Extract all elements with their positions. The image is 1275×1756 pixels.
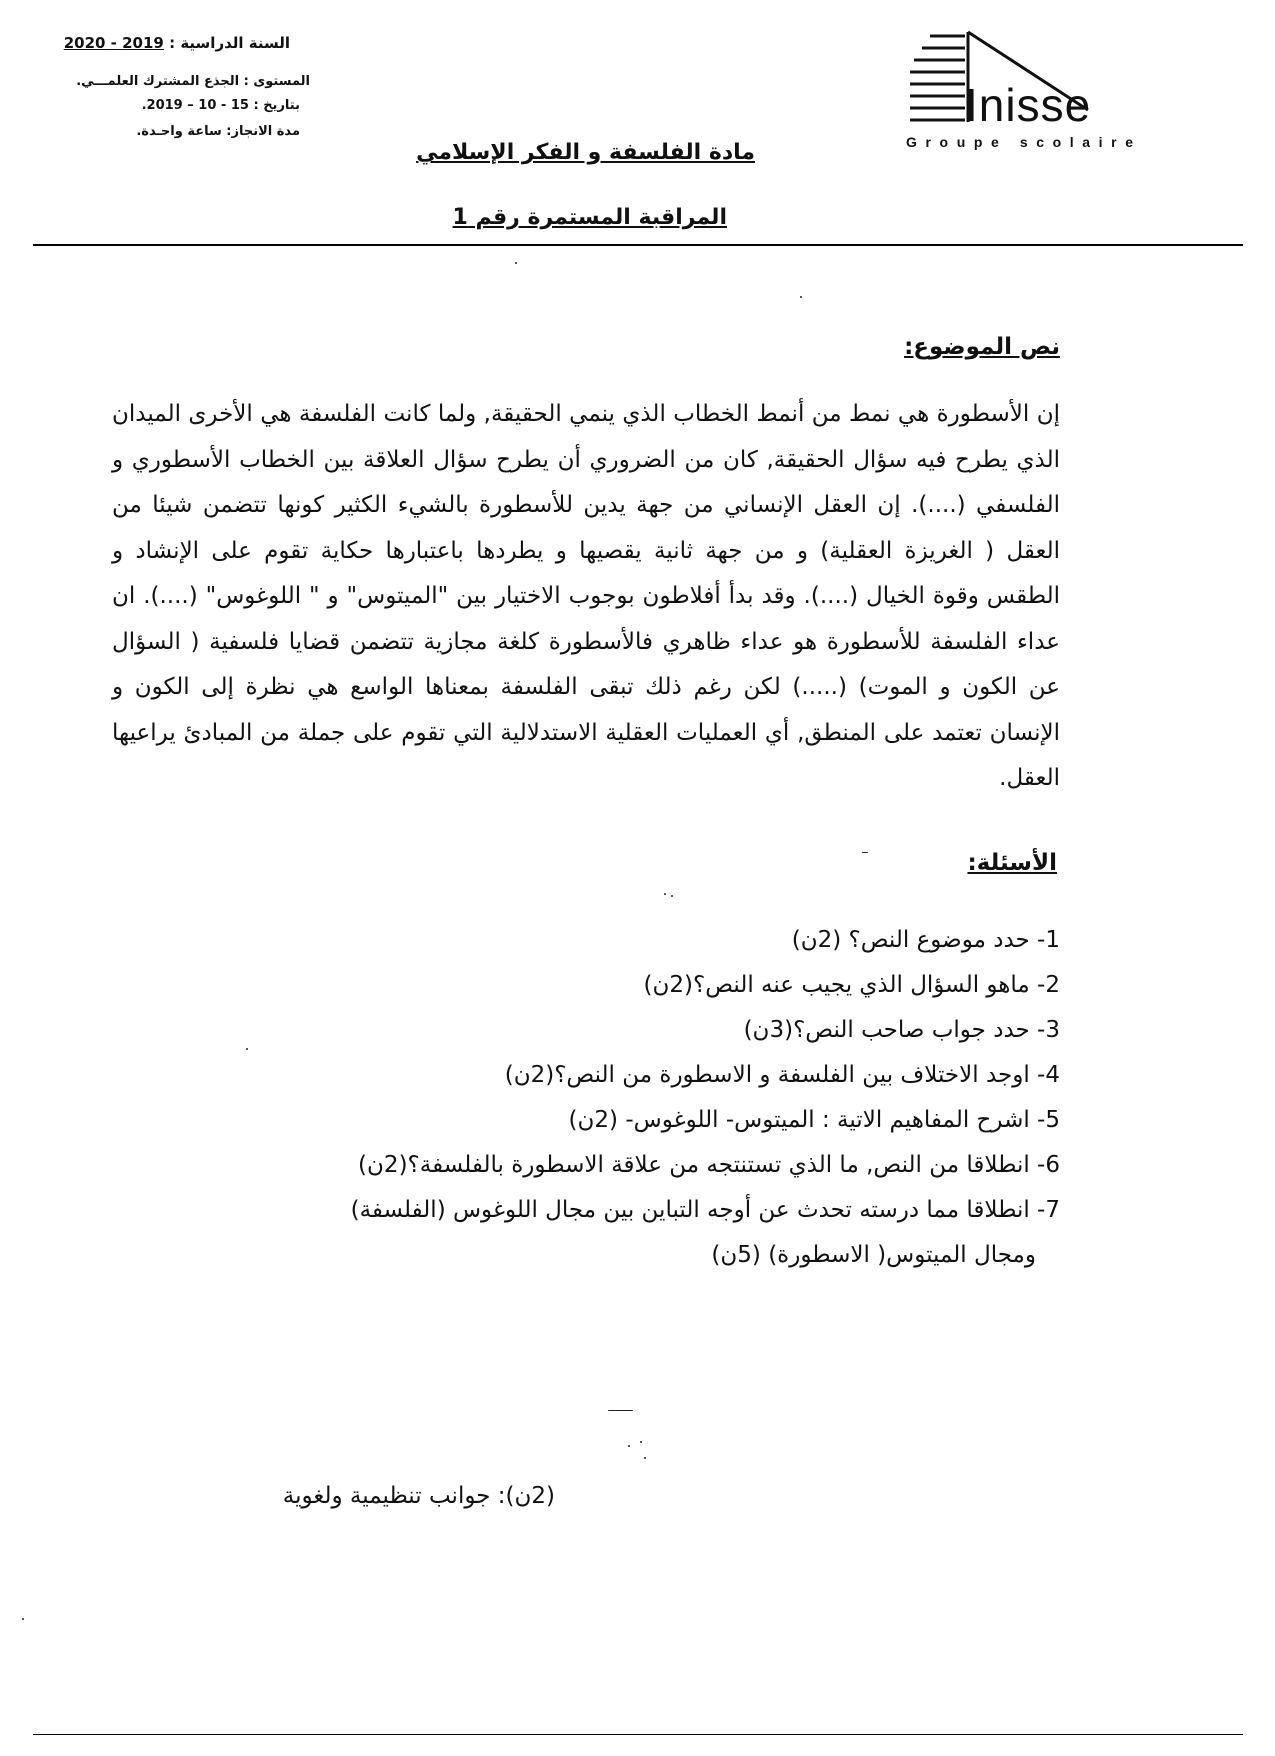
passage-label: نص الموضوع: (904, 334, 1060, 360)
question-item-text: 7- انطلاقا مما درسته تحدث عن أوجه التباين بين مجال اللوغوس (الفلسفة) (350, 1197, 1060, 1223)
scan-mark (862, 852, 868, 853)
subject-title: مادة الفلسفة و الفكر الإسلامي (416, 140, 755, 165)
question-item: 1- حدد موضوع النص؟ (2ن) (791, 927, 1060, 953)
footer-divider (33, 1734, 1243, 1735)
question-item: 5- اشرح المفاهيم الاتية : الميتوس- اللوغوس- (2ن) (568, 1107, 1060, 1133)
scan-mark (644, 1457, 646, 1459)
school-year (64, 34, 290, 52)
questions-list (351, 918, 1060, 1278)
exam-title: المراقبة المستمرة رقم 1 (452, 205, 727, 230)
question-item: 2- ماهو السؤال الذي يجيب عنه النص؟(2ن) (643, 972, 1060, 998)
passage-text: إن الأسطورة هي نمط من أنمط الخطاب الذي ينمي الحقيقة, ولما كانت الفلسفة هي الأخرى الميدان الذي يطرح فيه سؤال الحقيقة, كان من الضروري أن يطرح سؤال العلاقة بين الخطاب الأسطوري و الفلسفي (....). إن العقل الإنساني من جهة يدين للأسطورة بالشيء الكثير كونها تتضمن شيئا من العقل ( الغريزة العقلية) و من جهة ثانية يقصيها و يطردها باعتبارها حكاية تقوم على الإنشاد و الطقس وقوة الخيال (....). وقد بدأ أفلاطون بوجوب الاختيار بين "الميتوس" و " اللوغوس" (....). ان عداء الفلسفة للأسطورة هو عداء ظاهري فالأسطورة كلغة مجازية تتضمن قضايا فلسفية ( السؤال عن الكون و الموت) (.....) لكن رغم ذلك تبقى الفلسفة بمعناها الواسع هي نظرة إلى الكون و الإنسان تعتمد على المنطق, أي العمليات العقلية الاستدلالية التي تقوم على جملة من المبادئ يراعيها العقل. (112, 401, 1060, 791)
school-year-value: 2019 - 2020 (63, 34, 164, 52)
question-item: 3- حدد جواب صاحب النص؟(3ن) (743, 1017, 1060, 1043)
school-year-label: السنة الدراسية : (169, 34, 290, 52)
duration-line: مدة الانجاز: ساعة واحـدة. (136, 124, 300, 139)
scan-mark (800, 296, 802, 298)
footer-note: (2ن): جوانب تنظيمية ولغوية (282, 1483, 555, 1509)
logo-name: Inisse (965, 79, 1092, 131)
scan-mark (628, 1445, 630, 1447)
scan-mark (671, 895, 673, 897)
scan-mark (22, 1618, 24, 1620)
logo-subtitle: Groupe scolaire (906, 134, 1142, 150)
question-item-7 (351, 1188, 1060, 1278)
question-item: 6- انطلاقا من النص, ما الذي تستنتجه من علاقة الاسطورة بالفلسفة؟(2ن) (358, 1152, 1060, 1178)
questions-label: الأسئلة: (967, 850, 1057, 876)
scan-mark (608, 1410, 633, 1411)
date-line: بتاريخ : 15 - 10 – 2019. (141, 98, 300, 113)
question-item: 4- اوجد الاختلاف بين الفلسفة و الاسطورة من النص؟(2ن) (504, 1062, 1060, 1088)
question-item-continuation: ومجال الميتوس( الاسطورة) (5ن) (711, 1242, 1036, 1268)
scan-mark (664, 893, 666, 895)
scan-mark (246, 1048, 248, 1050)
scan-mark (640, 1441, 642, 1443)
header-divider (33, 244, 1243, 246)
level-line: المستوى : الجذع المشترك العلمـــي. (76, 74, 310, 89)
scan-mark (515, 262, 517, 264)
